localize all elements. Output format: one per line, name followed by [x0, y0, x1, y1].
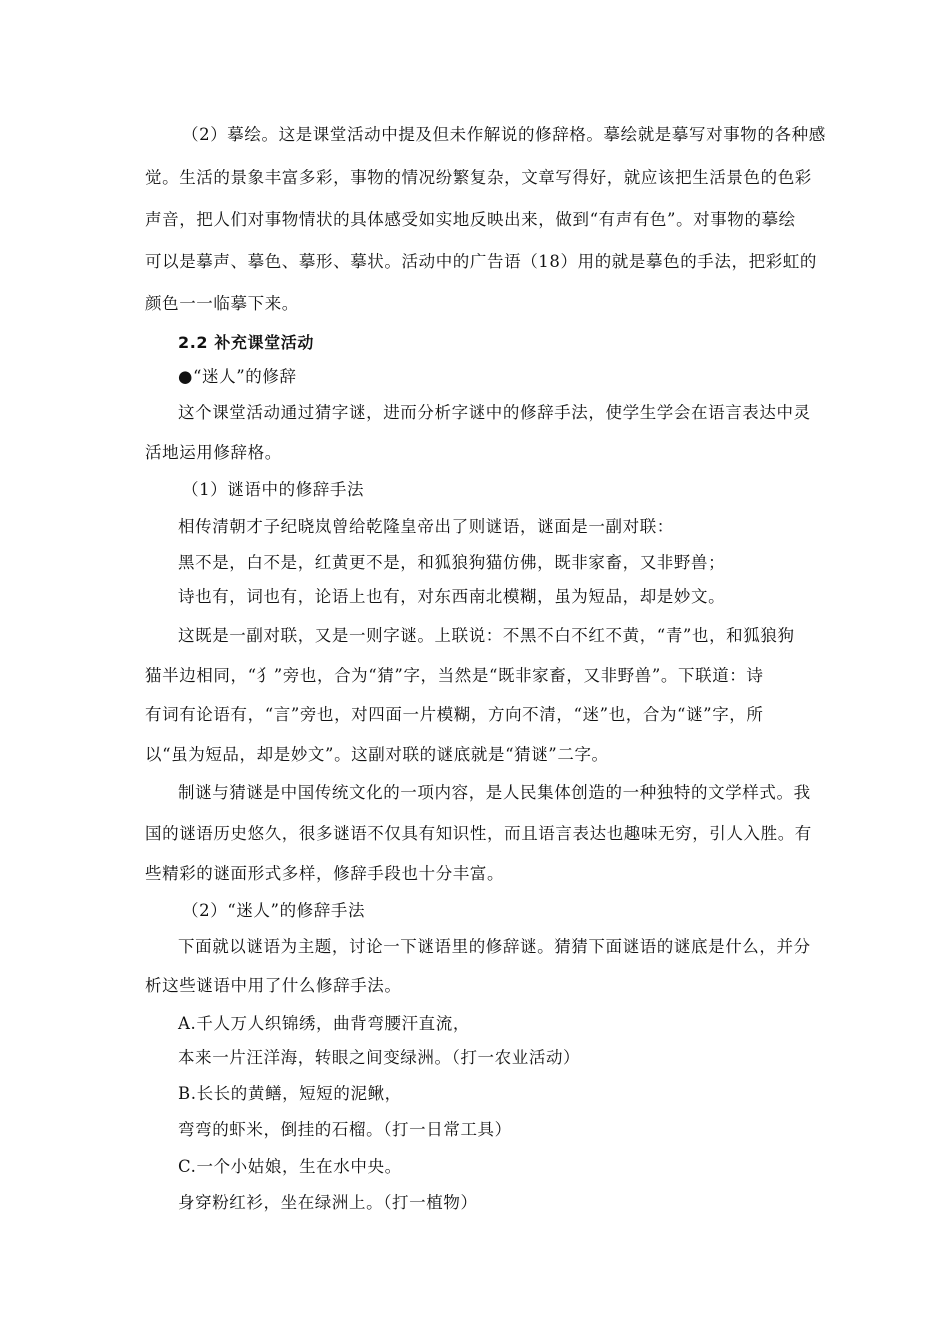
paragraph-line: 猫半边相同，“犭”旁也，合为“猜”字，当然是“既非家畜，又非野兽”。下联道：诗: [145, 666, 764, 685]
couplet-line: 诗也有，词也有，论语上也有，对东西南北模糊，虽为短品，却是妙文。: [178, 587, 726, 606]
paragraph-line: 析这些谜语中用了什么修辞手法。: [145, 976, 402, 995]
paragraph-line: （2）摹绘。这是课堂活动中提及但未作解说的修辞格。摹绘就是摹写对事物的各种感: [182, 125, 826, 144]
paragraph-line: 颜色一一临摹下来。: [145, 294, 299, 313]
paragraph-line: 可以是摹声、摹色、摹形、摹状。活动中的广告语（18）用的就是摹色的手法，把彩虹的: [145, 252, 817, 271]
paragraph-line: 下面就以谜语为主题，讨论一下谜语里的修辞谜。猜猜下面谜语的谜底是什么，并分: [178, 937, 811, 956]
riddle-line: A.千人万人织锦绣，曲背弯腰汗直流，: [178, 1014, 470, 1033]
riddle-line: C.一个小姑娘，生在水中央。: [178, 1157, 402, 1176]
paragraph-line: 活地运用修辞格。: [145, 443, 282, 462]
riddle-line: 身穿粉红衫，坐在绿洲上。（打一植物）: [178, 1193, 478, 1212]
paragraph-line: 相传清朝才子纪晓岚曾给乾隆皇帝出了则谜语，谜面是一副对联：: [178, 517, 674, 536]
subheading: （1）谜语中的修辞手法: [182, 480, 365, 499]
riddle-line: 弯弯的虾米，倒挂的石榴。（打一日常工具）: [178, 1120, 512, 1139]
paragraph-line: 声音，把人们对事物情状的具体感受如实地反映出来，做到“有声有色”。对事物的摹绘: [145, 210, 796, 229]
paragraph-line: 有词有论语有，“言”旁也，对四面一片模糊，方向不清，“迷”也，合为“谜”字，所: [145, 705, 764, 724]
paragraph-line: 以“虽为短品，却是妙文”。这副对联的谜底就是“猜谜”二字。: [145, 745, 609, 764]
paragraph-line: 这个课堂活动通过猜字谜，进而分析字谜中的修辞手法，使学生学会在语言表达中灵: [178, 403, 811, 422]
paragraph-line: 国的谜语历史悠久，很多谜语不仅具有知识性，而且语言表达也趣味无穷，引人入胜。有: [145, 824, 812, 843]
riddle-line: B.长长的黄鳝，短短的泥鳅，: [178, 1084, 402, 1103]
bullet-heading: ●“迷人”的修辞: [178, 367, 297, 386]
paragraph-line: 这既是一副对联，又是一则字谜。上联说：不黑不白不红不黄，“青”也，和狐狼狗: [178, 626, 795, 645]
paragraph-line: 些精彩的谜面形式多样，修辞手段也十分丰富。: [145, 864, 505, 883]
subheading: （2）“迷人”的修辞手法: [182, 901, 366, 920]
couplet-line: 黑不是，白不是，红黄更不是，和狐狼狗猫仿佛，既非家畜，又非野兽；: [178, 553, 726, 572]
paragraph-line: 制谜与猜谜是中国传统文化的一项内容，是人民集体创造的一种独特的文学样式。我: [178, 783, 811, 802]
paragraph-line: 觉。生活的景象丰富多彩，事物的情况纷繁复杂，文章写得好，就应该把生活景色的色彩: [145, 168, 812, 187]
riddle-line: 本来一片汪洋海，转眼之间变绿洲。（打一农业活动）: [178, 1048, 581, 1067]
section-heading: 2.2 补充课堂活动: [178, 333, 314, 352]
